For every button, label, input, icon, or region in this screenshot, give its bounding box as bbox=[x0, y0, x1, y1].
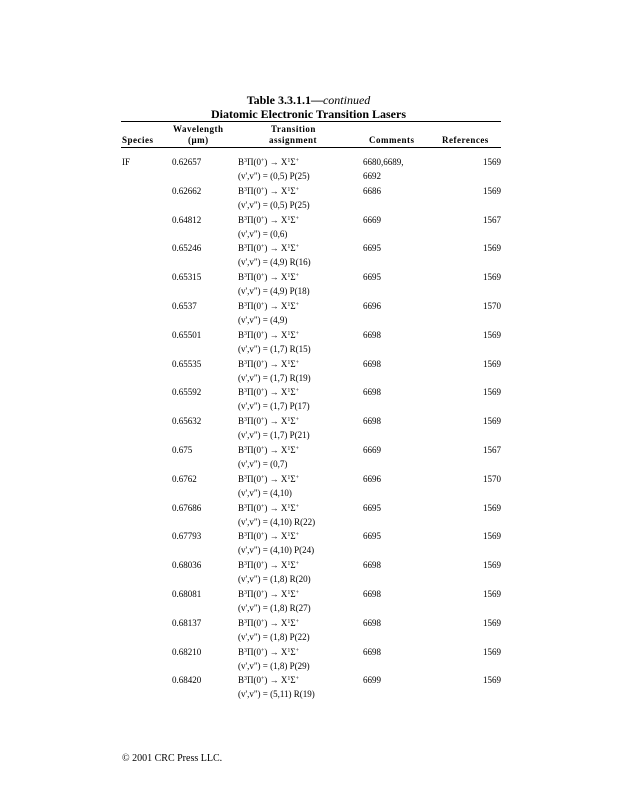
transition-upper-parity: + bbox=[261, 186, 265, 193]
transition-lower-term: Σ bbox=[290, 416, 296, 427]
reference-cell: 1570 bbox=[483, 301, 501, 311]
transition-lower-term: Σ bbox=[290, 157, 296, 167]
wavelength-cell: 0.65315 bbox=[172, 272, 202, 283]
header-transition: Transition bbox=[271, 124, 316, 134]
transition-cell bbox=[238, 272, 299, 283]
transition-cell bbox=[238, 359, 299, 370]
vibrational-assignment-cell: (v',v") = (1,8) P(22) bbox=[238, 631, 310, 642]
transition-lower-multiplicity: 1 bbox=[287, 273, 291, 280]
transition-cell bbox=[238, 387, 299, 398]
vibrational-assignment-cell: (v',v") = (1,7) R(15) bbox=[238, 343, 311, 354]
transition-lower-term: Σ bbox=[290, 589, 296, 599]
reference-cell: 1569 bbox=[483, 646, 501, 657]
transition-lower-multiplicity: 1 bbox=[287, 618, 291, 625]
transition-upper-term: Π(0 bbox=[247, 329, 262, 340]
transition-upper-parity: + bbox=[261, 532, 265, 539]
transition-lower-multiplicity: 1 bbox=[287, 417, 291, 424]
transition-upper-parity: + bbox=[261, 273, 265, 280]
transition-upper-term: Π(0 bbox=[247, 387, 262, 398]
transition-upper-multiplicity: 3 bbox=[244, 244, 248, 251]
transition-upper-multiplicity: 3 bbox=[244, 388, 248, 395]
transition-arrow-lower-state: ) → X bbox=[264, 387, 288, 398]
transition-lower-term: Σ bbox=[290, 243, 296, 254]
transition-lower-term: Σ bbox=[290, 358, 296, 369]
transition-lower-parity: + bbox=[295, 186, 300, 193]
transition-upper-state: B bbox=[238, 473, 245, 484]
vibrational-assignment-cell: (v',v") = (1,8) P(29) bbox=[238, 660, 310, 671]
comments-cell: 6698 bbox=[363, 560, 381, 571]
transition-upper-multiplicity: 3 bbox=[244, 647, 248, 654]
reference-cell: 1570 bbox=[483, 473, 501, 484]
transition-lower-multiplicity: 1 bbox=[287, 647, 291, 654]
transition-lower-term: Σ bbox=[290, 473, 296, 484]
transition-lower-multiplicity: 1 bbox=[287, 532, 291, 539]
transition-lower-parity: + bbox=[295, 446, 300, 452]
transition-lower-multiplicity: 1 bbox=[287, 330, 291, 337]
transition-upper-parity: + bbox=[261, 561, 265, 568]
vibrational-assignment-cell: (v',v") = (1,7) P(17) bbox=[238, 401, 310, 412]
comments-cell: 6698 bbox=[363, 617, 381, 628]
wavelength-cell: 0.68081 bbox=[172, 589, 202, 599]
transition-arrow-lower-state: ) → X bbox=[264, 646, 288, 657]
reference-cell: 1569 bbox=[483, 531, 501, 542]
transition-upper-parity: + bbox=[261, 302, 265, 308]
transition-upper-multiplicity: 3 bbox=[244, 618, 248, 625]
transition-upper-state: B bbox=[238, 243, 245, 254]
transition-upper-multiplicity: 3 bbox=[244, 215, 248, 222]
reference-cell: 1569 bbox=[483, 560, 501, 571]
table-subtitle: Diatomic Electronic Transition Lasers bbox=[211, 107, 406, 121]
reference-cell: 1569 bbox=[483, 416, 501, 427]
transition-upper-multiplicity: 3 bbox=[244, 590, 248, 596]
transition-cell bbox=[238, 186, 299, 197]
transition-lower-parity: + bbox=[295, 273, 300, 280]
transition-upper-multiplicity: 3 bbox=[244, 561, 248, 568]
transition-cell bbox=[238, 330, 299, 341]
wavelength-cell: 0.65535 bbox=[172, 358, 202, 369]
transition-upper-state: B bbox=[238, 589, 245, 599]
transition-upper-parity: + bbox=[261, 388, 265, 395]
wavelength-cell: 0.6537 bbox=[172, 301, 197, 311]
transition-upper-multiplicity: 3 bbox=[244, 417, 248, 424]
vibrational-assignment-cell: (v',v") = (0,7) bbox=[238, 459, 288, 469]
transition-arrow-lower-state: ) → X bbox=[264, 560, 288, 571]
transition-upper-term: Π(0 bbox=[247, 445, 262, 455]
transition-upper-parity: + bbox=[261, 359, 265, 366]
reference-cell: 1569 bbox=[483, 272, 501, 283]
transition-arrow-lower-state: ) → X bbox=[264, 272, 288, 283]
transition-cell bbox=[238, 531, 299, 542]
transition-lower-parity: + bbox=[295, 647, 300, 654]
transition-lower-term: Σ bbox=[290, 675, 296, 686]
transition-arrow-lower-state: ) → X bbox=[264, 329, 288, 340]
transition-upper-term: Π(0 bbox=[247, 416, 262, 427]
transition-lower-term: Σ bbox=[290, 445, 296, 455]
reference-cell: 1569 bbox=[483, 243, 501, 254]
transition-cell bbox=[238, 503, 299, 514]
transition-upper-state: B bbox=[238, 185, 245, 196]
transition-lower-multiplicity: 1 bbox=[287, 158, 291, 164]
transition-upper-term: Π(0 bbox=[247, 675, 262, 686]
header-references: References bbox=[442, 135, 489, 145]
transition-upper-multiplicity: 3 bbox=[244, 186, 248, 193]
transition-arrow-lower-state: ) → X bbox=[264, 243, 288, 254]
wavelength-cell: 0.67686 bbox=[172, 502, 202, 513]
transition-upper-term: Π(0 bbox=[247, 272, 262, 283]
transition-upper-parity: + bbox=[261, 503, 265, 510]
header-comments: Comments bbox=[369, 135, 415, 145]
vibrational-assignment-cell: (v',v") = (1,8) R(27) bbox=[238, 603, 311, 613]
comments-cell: 6669 bbox=[363, 214, 381, 225]
transition-lower-parity: + bbox=[295, 215, 300, 222]
vibrational-assignment-cell: (v',v") = (4,9) bbox=[238, 315, 288, 325]
wavelength-cell: 0.68036 bbox=[172, 560, 202, 571]
transition-lower-multiplicity: 1 bbox=[287, 676, 291, 683]
transition-upper-state: B bbox=[238, 358, 245, 369]
transition-arrow-lower-state: ) → X bbox=[264, 473, 288, 484]
transition-upper-multiplicity: 3 bbox=[244, 302, 248, 308]
transition-cell bbox=[238, 675, 299, 686]
comments-cell: 6696 bbox=[363, 473, 381, 484]
comments-cell: 6695 bbox=[363, 272, 381, 283]
vibrational-assignment-cell: (v',v") = (0,5) P(25) bbox=[238, 171, 310, 181]
transition-upper-parity: + bbox=[261, 618, 265, 625]
comments-cell: 6698 bbox=[363, 646, 381, 657]
comments-cell: 6695 bbox=[363, 531, 381, 542]
vibrational-assignment-cell: (v',v") = (4,9) R(16) bbox=[238, 257, 311, 268]
transition-lower-multiplicity: 1 bbox=[287, 388, 291, 395]
comments-cell: 6698 bbox=[363, 416, 381, 427]
transition-upper-state: B bbox=[238, 646, 245, 657]
transition-lower-multiplicity: 1 bbox=[287, 302, 291, 308]
vibrational-assignment-cell: (v',v") = (1,7) P(21) bbox=[238, 430, 310, 441]
transition-upper-multiplicity: 3 bbox=[244, 532, 248, 539]
transition-upper-term: Π(0 bbox=[247, 185, 262, 196]
transition-upper-term: Π(0 bbox=[247, 157, 262, 167]
transition-lower-term: Σ bbox=[290, 301, 296, 311]
transition-upper-term: Π(0 bbox=[247, 214, 262, 225]
transition-upper-multiplicity: 3 bbox=[244, 446, 248, 452]
transition-arrow-lower-state: ) → X bbox=[264, 416, 288, 427]
copyright-footer: © 2001 CRC Press LLC. bbox=[122, 753, 223, 764]
transition-arrow-lower-state: ) → X bbox=[264, 617, 288, 628]
transition-upper-multiplicity: 3 bbox=[244, 474, 248, 481]
transition-lower-multiplicity: 1 bbox=[287, 446, 291, 452]
transition-cell bbox=[238, 589, 299, 600]
transition-upper-multiplicity: 3 bbox=[244, 503, 248, 510]
transition-lower-parity: + bbox=[295, 417, 300, 424]
reference-cell: 1569 bbox=[483, 617, 501, 628]
transition-upper-state: B bbox=[238, 560, 245, 571]
header-assignment: assignment bbox=[269, 135, 318, 145]
transition-lower-multiplicity: 1 bbox=[287, 590, 291, 596]
wavelength-cell: 0.62657 bbox=[172, 157, 202, 167]
transition-lower-multiplicity: 1 bbox=[287, 244, 291, 251]
transition-upper-term: Π(0 bbox=[247, 560, 262, 571]
transition-cell bbox=[238, 416, 299, 427]
transition-upper-multiplicity: 3 bbox=[244, 676, 248, 683]
transition-arrow-lower-state: ) → X bbox=[264, 445, 288, 455]
transition-arrow-lower-state: ) → X bbox=[264, 214, 288, 225]
transition-lower-parity: + bbox=[295, 474, 300, 481]
transition-lower-multiplicity: 1 bbox=[287, 186, 291, 193]
transition-lower-term: Σ bbox=[290, 272, 296, 283]
transition-upper-state: B bbox=[238, 301, 245, 311]
wavelength-cell: 0.65592 bbox=[172, 387, 202, 398]
transition-cell bbox=[238, 157, 299, 168]
transition-lower-term: Σ bbox=[290, 185, 296, 196]
transition-upper-parity: + bbox=[261, 330, 265, 337]
wavelength-cell: 0.65246 bbox=[172, 243, 202, 254]
table-header-rule bbox=[121, 147, 501, 148]
transition-lower-term: Σ bbox=[290, 646, 296, 657]
wavelength-cell: 0.67793 bbox=[172, 531, 202, 542]
comments-cell: 6698 bbox=[363, 329, 381, 340]
transition-cell bbox=[238, 560, 299, 571]
transition-cell bbox=[238, 215, 299, 226]
vibrational-assignment-cell: (v',v") = (4,10) P(24) bbox=[238, 545, 315, 556]
transition-upper-parity: + bbox=[261, 474, 265, 481]
wavelength-cell: 0.65632 bbox=[172, 416, 202, 427]
transition-lower-parity: + bbox=[295, 302, 300, 308]
transition-cell bbox=[238, 243, 299, 254]
transition-lower-term: Σ bbox=[290, 531, 296, 542]
transition-arrow-lower-state: ) → X bbox=[264, 185, 288, 196]
transition-lower-term: Σ bbox=[290, 617, 296, 628]
transition-lower-parity: + bbox=[295, 532, 300, 539]
comments-cell: 6680,6689, bbox=[363, 157, 404, 167]
transition-upper-state: B bbox=[238, 675, 245, 686]
transition-lower-term: Σ bbox=[290, 387, 296, 398]
comments-cell: 6695 bbox=[363, 243, 381, 254]
vibrational-assignment-cell: (v',v") = (4,9) P(18) bbox=[238, 286, 310, 297]
transition-upper-term: Π(0 bbox=[247, 617, 262, 628]
wavelength-cell: 0.675 bbox=[172, 445, 193, 455]
transition-upper-state: B bbox=[238, 214, 245, 225]
reference-cell: 1569 bbox=[483, 358, 501, 369]
transition-upper-state: B bbox=[238, 272, 245, 283]
transition-cell bbox=[238, 647, 299, 658]
transition-upper-parity: + bbox=[261, 676, 265, 683]
reference-cell: 1569 bbox=[483, 675, 501, 686]
transition-lower-parity: + bbox=[295, 676, 300, 683]
transition-lower-term: Σ bbox=[290, 329, 296, 340]
transition-upper-state: B bbox=[238, 387, 245, 398]
transition-arrow-lower-state: ) → X bbox=[264, 531, 288, 542]
transition-upper-parity: + bbox=[261, 215, 265, 222]
vibrational-assignment-cell: (v',v") = (4,10) bbox=[238, 487, 292, 498]
wavelength-cell: 0.6762 bbox=[172, 473, 197, 484]
transition-upper-parity: + bbox=[261, 244, 265, 251]
transition-lower-multiplicity: 1 bbox=[287, 561, 291, 568]
reference-cell: 1567 bbox=[483, 214, 501, 225]
transition-upper-parity: + bbox=[261, 647, 265, 654]
transition-upper-term: Π(0 bbox=[247, 358, 262, 369]
transition-upper-parity: + bbox=[261, 417, 265, 424]
header-species: Species bbox=[122, 135, 154, 145]
transition-upper-state: B bbox=[238, 617, 245, 628]
transition-upper-state: B bbox=[238, 416, 245, 427]
transition-upper-parity: + bbox=[261, 446, 265, 452]
reference-cell: 1569 bbox=[483, 387, 501, 398]
transition-cell bbox=[238, 301, 299, 312]
comments-cell: 6669 bbox=[363, 445, 381, 455]
transition-cell bbox=[238, 618, 299, 629]
transition-lower-parity: + bbox=[295, 244, 300, 251]
transition-lower-parity: + bbox=[295, 590, 300, 596]
table-top-rule bbox=[121, 121, 501, 122]
transition-upper-parity: + bbox=[261, 590, 265, 596]
transition-lower-parity: + bbox=[295, 158, 300, 164]
wavelength-cell: 0.68210 bbox=[172, 646, 202, 657]
transition-upper-multiplicity: 3 bbox=[244, 359, 248, 366]
vibrational-assignment-cell: (v',v") = (1,7) R(19) bbox=[238, 372, 311, 383]
table-title bbox=[0, 93, 617, 107]
transition-lower-parity: + bbox=[295, 618, 300, 625]
table-title-continued: continued bbox=[322, 93, 371, 107]
wavelength-cell: 0.68137 bbox=[172, 617, 202, 628]
transition-upper-multiplicity: 3 bbox=[244, 330, 248, 337]
transition-upper-multiplicity: 3 bbox=[244, 158, 248, 164]
transition-upper-multiplicity: 3 bbox=[244, 273, 248, 280]
transition-arrow-lower-state: ) → X bbox=[264, 675, 288, 686]
transition-lower-term: Σ bbox=[290, 502, 296, 513]
transition-cell bbox=[238, 445, 299, 456]
wavelength-cell: 0.65501 bbox=[172, 329, 202, 340]
transition-upper-term: Π(0 bbox=[247, 531, 262, 542]
transition-arrow-lower-state: ) → X bbox=[264, 589, 288, 599]
comments-cell: 6696 bbox=[363, 301, 381, 311]
transition-lower-multiplicity: 1 bbox=[287, 359, 291, 366]
transition-upper-state: B bbox=[238, 445, 245, 455]
comments-cell: 6699 bbox=[363, 675, 381, 686]
reference-cell: 1569 bbox=[483, 502, 501, 513]
header-wavelength-unit: (μm) bbox=[188, 135, 209, 145]
transition-lower-term: Σ bbox=[290, 214, 296, 225]
transition-lower-parity: + bbox=[295, 359, 300, 366]
vibrational-assignment-cell: (v',v") = (1,8) R(20) bbox=[238, 574, 311, 585]
vibrational-assignment-cell: (v',v") = (0,5) P(25) bbox=[238, 199, 310, 210]
transition-lower-parity: + bbox=[295, 388, 300, 395]
comments-continuation-cell: 6692 bbox=[363, 171, 381, 181]
reference-cell: 1569 bbox=[483, 157, 501, 167]
comments-cell: 6698 bbox=[363, 358, 381, 369]
comments-cell: 6698 bbox=[363, 387, 381, 398]
transition-upper-term: Π(0 bbox=[247, 301, 262, 311]
species-cell: IF bbox=[122, 157, 131, 167]
wavelength-cell: 0.62662 bbox=[172, 185, 202, 196]
vibrational-assignment-cell: (v',v") = (0,6) bbox=[238, 228, 288, 239]
wavelength-cell: 0.64812 bbox=[172, 214, 202, 225]
table-title-main: Table 3.3.1.1— bbox=[246, 93, 323, 107]
transition-upper-state: B bbox=[238, 502, 245, 513]
reference-cell: 1569 bbox=[483, 185, 501, 196]
transition-upper-term: Π(0 bbox=[247, 646, 262, 657]
transition-upper-state: B bbox=[238, 531, 245, 542]
comments-cell: 6698 bbox=[363, 589, 381, 599]
transition-upper-term: Π(0 bbox=[247, 502, 262, 513]
reference-cell: 1569 bbox=[483, 329, 501, 340]
header-wavelength: Wavelength bbox=[173, 124, 224, 134]
transition-lower-term: Σ bbox=[290, 560, 296, 571]
transition-lower-multiplicity: 1 bbox=[287, 474, 291, 481]
reference-cell: 1569 bbox=[483, 589, 501, 599]
transition-upper-term: Π(0 bbox=[247, 243, 262, 254]
transition-lower-parity: + bbox=[295, 561, 300, 568]
transition-arrow-lower-state: ) → X bbox=[264, 358, 288, 369]
transition-arrow-lower-state: ) → X bbox=[264, 157, 288, 167]
transition-arrow-lower-state: ) → X bbox=[264, 301, 288, 311]
reference-cell: 1567 bbox=[483, 445, 501, 455]
transition-upper-term: Π(0 bbox=[247, 589, 262, 599]
transition-lower-multiplicity: 1 bbox=[287, 215, 291, 222]
transition-lower-parity: + bbox=[295, 503, 300, 510]
comments-cell: 6686 bbox=[363, 185, 381, 196]
transition-arrow-lower-state: ) → X bbox=[264, 502, 288, 513]
transition-cell bbox=[238, 474, 299, 485]
transition-upper-term: Π(0 bbox=[247, 473, 262, 484]
transition-lower-parity: + bbox=[295, 330, 300, 337]
transition-lower-multiplicity: 1 bbox=[287, 503, 291, 510]
vibrational-assignment-cell: (v',v") = (5,11) R(19) bbox=[238, 689, 315, 700]
wavelength-cell: 0.68420 bbox=[172, 675, 202, 686]
transition-upper-state: B bbox=[238, 157, 245, 167]
transition-upper-parity: + bbox=[261, 158, 265, 164]
vibrational-assignment-cell: (v',v") = (4,10) R(22) bbox=[238, 516, 316, 527]
transition-upper-state: B bbox=[238, 329, 245, 340]
comments-cell: 6695 bbox=[363, 502, 381, 513]
